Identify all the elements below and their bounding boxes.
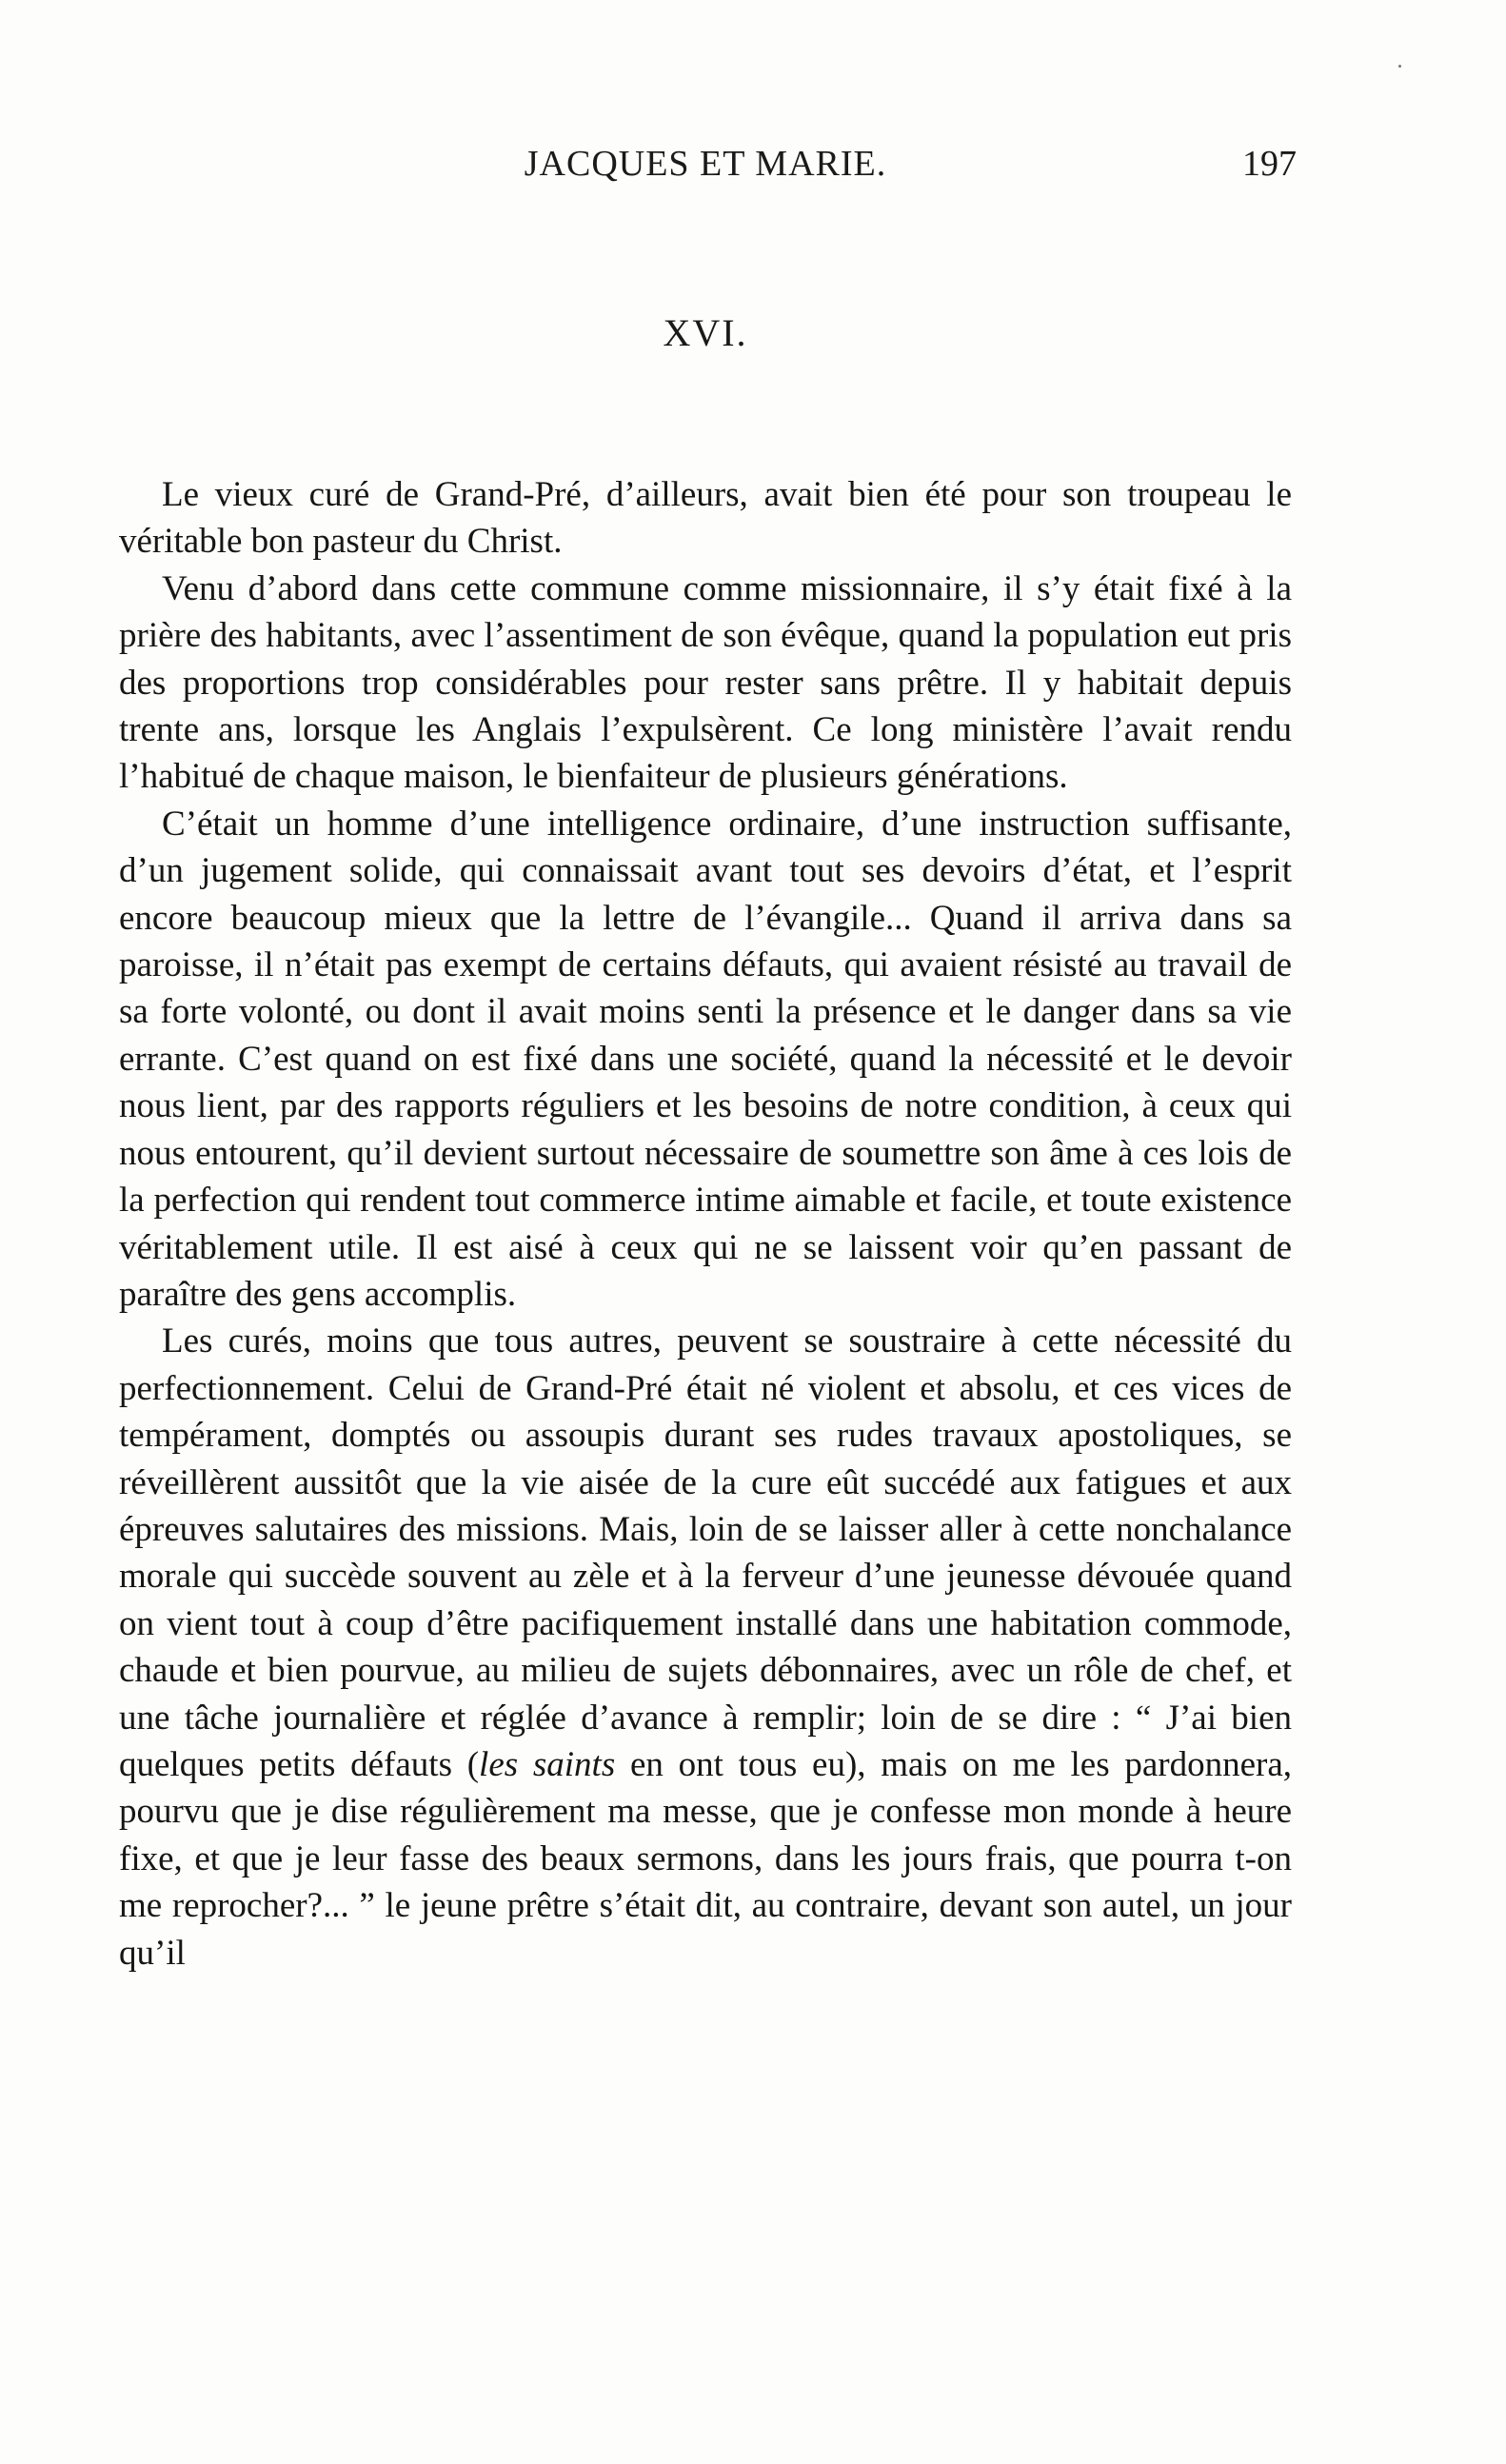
paragraph-2: Venu d’abord dans cette commune comme missionnaire, il s’y était fixé à la prière des habitants, avec l’assentiment de son évêque, quand la population eut pris des proportions trop considérables pour rester sans prêtre. Il y habitait depuis trente ans, lorsque les Anglais l’expulsèrent. Ce long ministère l’avait rendu l’habitué de chaque maison, le bienfaiteur de plusieurs générations. — [119, 568, 1292, 797]
running-head — [119, 143, 1297, 192]
paragraph-1: Le vieux curé de Grand-Pré, d’ailleurs, avait bien été pour son troupeau le véritable bon pasteur du Christ. — [119, 475, 1292, 562]
paragraph-4-text-before: Les curés, moins que tous autres, peuvent se soustraire à cette nécessité du perfectionnement. Celui de Grand-Pré était né violent et absolu, et ces vices de tempérament, domptés ou assoupis durant ses rudes travaux apostoliques, se réveillèrent aussitôt que la vie aisée de la cure eût succédé aux fatigues et aux épreuves salutaires des missions. Mais, loin de se laisser aller à cette nonchalance morale qui succède souvent au zèle et à la ferveur d’une jeunesse dévouée quand on vient tout à coup d’être pacifiquement installé dans une habitation commode, chaude et bien pourvue, au milieu de sujets débonnaires, avec un rôle de chef, et une tâche journalière et réglée d’avance à remplir; loin de se dire : “ J’ai bien quelques petits défauts ( — [119, 1321, 1292, 1784]
chapter-heading: XVI. — [663, 311, 748, 354]
page-number: 197 — [1242, 144, 1297, 184]
running-title: JACQUES ET MARIE. — [524, 144, 887, 184]
paragraph-4 — [119, 1318, 1292, 1977]
paragraph-4-text-after: en ont tous eu), mais on me les pardonnera, pourvu que je dise régulièrement ma messe, que je confesse mon monde à heure fixe, et que je leur fasse des beaux sermons, dans les jours frais, que pourra t-on me reprocher?... ” le jeune prêtre s’était dit, au contraire, devant son autel, un jour qu’il — [119, 1744, 1292, 1973]
scan-speck — [1398, 65, 1401, 68]
body-text — [119, 471, 1292, 1977]
paragraph-3: C’était un homme d’une intelligence ordinaire, d’une instruction suffisante, d’un jugement solide, qui connaissait avant tout ses devoirs d’état, et l’esprit encore beaucoup mieux que la lettre de l’évangile... Quand il arriva dans sa paroisse, il n’était pas exempt de certains défauts, qui avaient résisté au travail de sa forte volonté, ou dont il avait moins senti la présence et le danger dans sa vie errante. C’est quand on est fixé dans une société, quand la nécessité et le devoir nous lient, par des rapports réguliers et les besoins de notre condition, à ceux qui nous entourent, qu’il devient surtout nécessaire de soumettre son âme à ces lois de la perfection qui rendent tout commerce intime aimable et facile, et toute existence véritablement utile. Il est aisé à ceux qui ne se laissent voir qu’en passant de paraître des gens accomplis. — [119, 804, 1292, 1314]
paragraph-4-italic: les saints — [479, 1744, 616, 1784]
